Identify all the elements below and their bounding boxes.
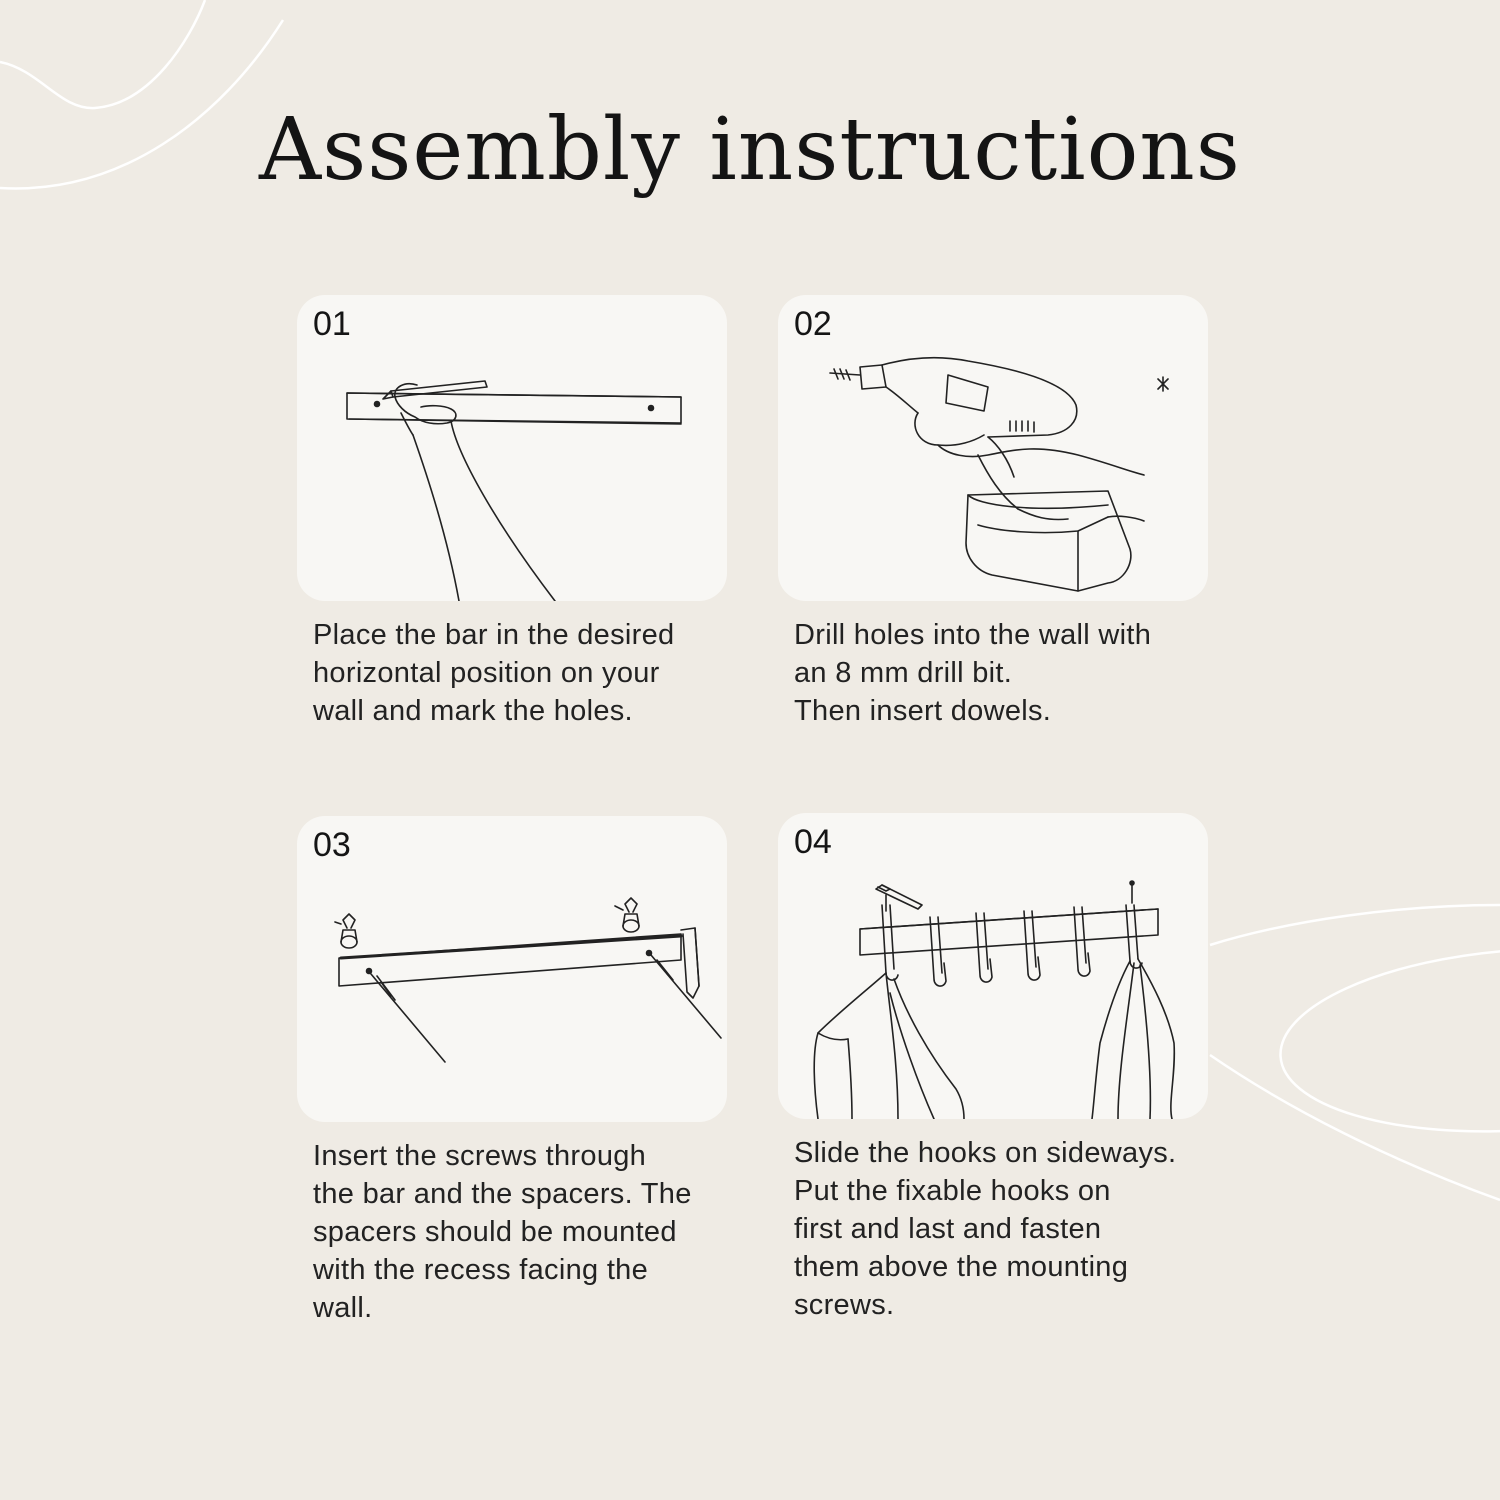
description-line: horizontal position on your bbox=[313, 657, 660, 689]
description-line: Then insert dowels. bbox=[794, 695, 1052, 727]
description-line: with the recess facing the bbox=[313, 1254, 649, 1286]
step-02-card bbox=[778, 295, 1208, 601]
step-01-description bbox=[313, 616, 743, 730]
hooks-illustration bbox=[778, 813, 1208, 1119]
marking-holes-illustration bbox=[297, 295, 727, 601]
step-03-description bbox=[313, 1137, 743, 1327]
description-line: Insert the screws through bbox=[313, 1140, 647, 1172]
description-line: first and last and fasten bbox=[794, 1213, 1102, 1245]
step-04-card bbox=[778, 813, 1208, 1119]
description-line: Slide the hooks on sideways. bbox=[794, 1137, 1177, 1169]
drilling-illustration bbox=[778, 295, 1208, 601]
step-02-description bbox=[794, 616, 1224, 730]
description-line: the bar and the spacers. The bbox=[313, 1178, 692, 1210]
description-line: wall and mark the holes. bbox=[313, 695, 633, 727]
description-line: Place the bar in the desired bbox=[313, 619, 675, 651]
description-line: an 8 mm drill bit. bbox=[794, 657, 1013, 689]
step-number: 01 bbox=[313, 305, 351, 343]
description-line: spacers should be mounted bbox=[313, 1216, 677, 1248]
step-01-card bbox=[297, 295, 727, 601]
step-number: 02 bbox=[794, 305, 832, 343]
screws-spacers-illustration bbox=[297, 816, 727, 1122]
description-line: Put the fixable hooks on bbox=[794, 1175, 1111, 1207]
description-line: Drill holes into the wall with bbox=[794, 619, 1152, 651]
step-03-card bbox=[297, 816, 727, 1122]
step-number: 03 bbox=[313, 826, 351, 864]
page-title: Assembly instructions bbox=[259, 100, 1241, 200]
description-line: wall. bbox=[313, 1292, 373, 1324]
step-04-description bbox=[794, 1134, 1224, 1324]
description-line: them above the mounting bbox=[794, 1251, 1129, 1283]
description-line: screws. bbox=[794, 1289, 895, 1321]
step-number: 04 bbox=[794, 823, 832, 861]
